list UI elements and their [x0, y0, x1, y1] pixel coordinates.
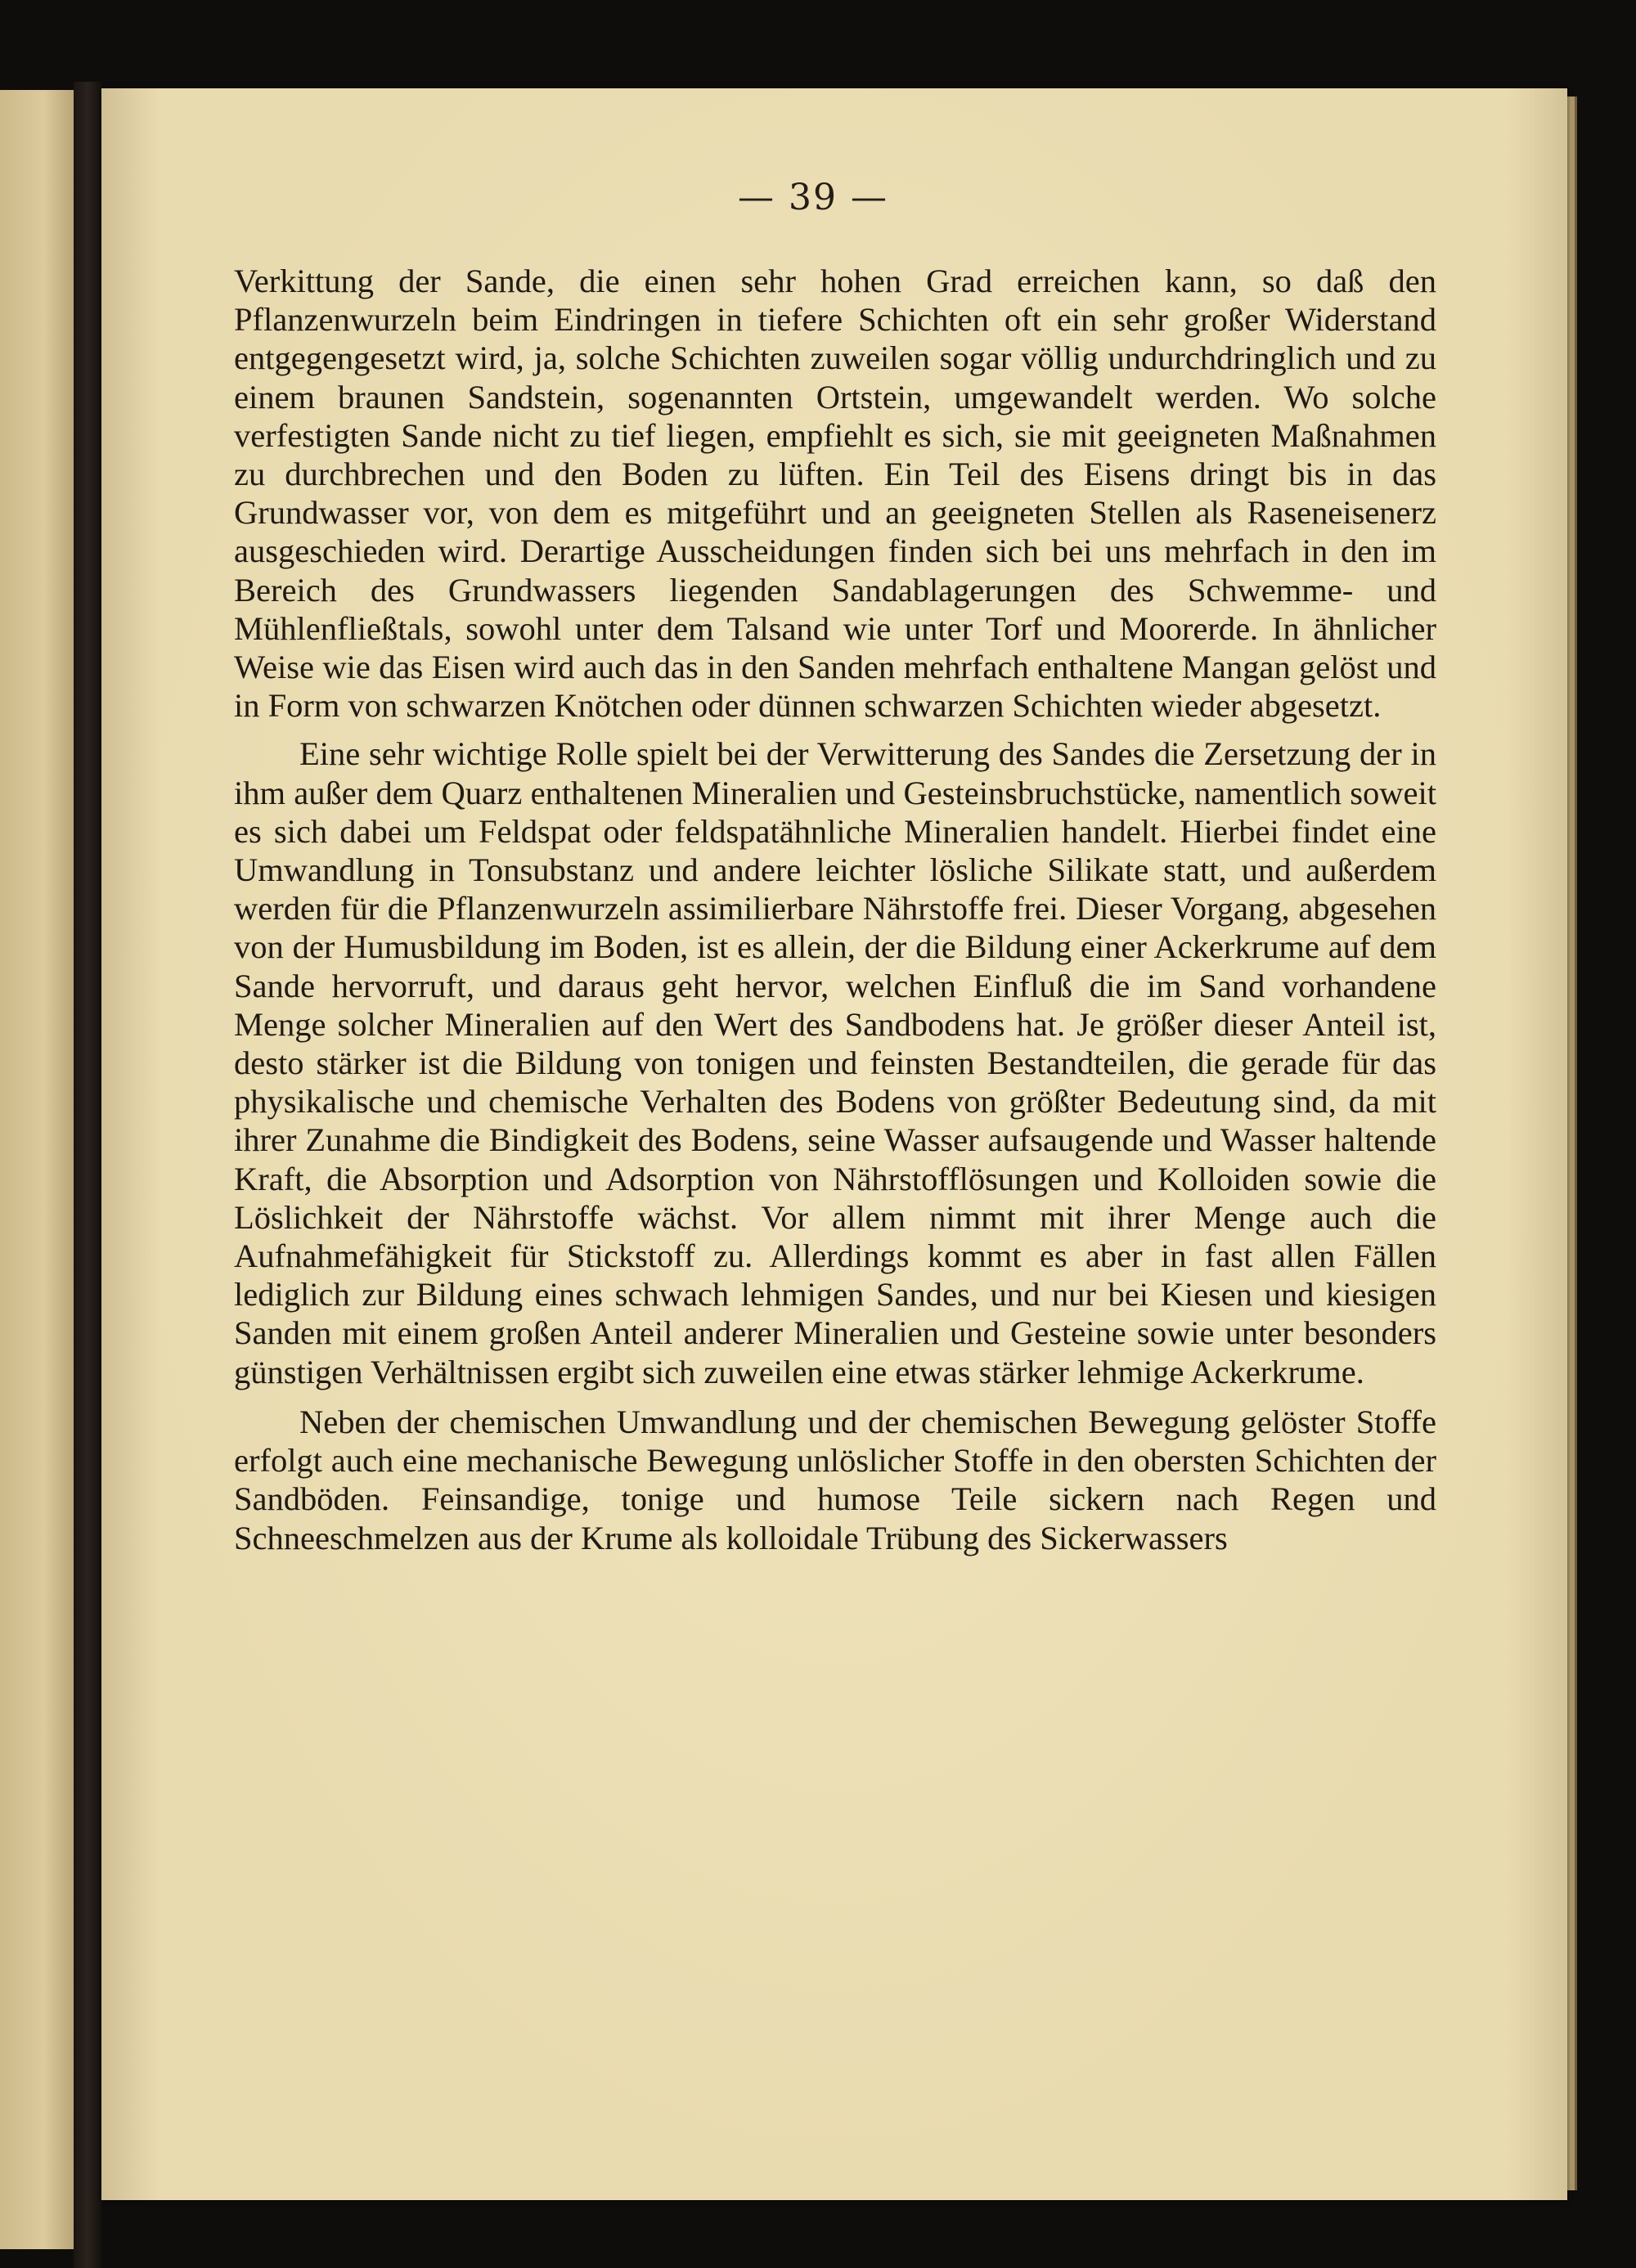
- page-number: — 39 —: [738, 177, 888, 218]
- book-gutter: [74, 82, 101, 2268]
- paragraph-1: Verkittung der Sande, die einen sehr hohen Grad erreichen kann, so daß den Pflanzenwurzeln beim Eindringen in tiefere Schichten oft ein sehr großer Widerstand entgegengesetzt wird, ja, solche Schichten zuweilen sogar völlig undurchdringlich und zu einem braunen Sandstein, sogenannten Ortstein, umgewandelt werden. Wo solche verfestigten Sande nicht zu tief liegen, empfiehlt es sich, sie mit geeigneten Maßnahmen zu durchbrechen und den Boden zu lüften. Ein Teil des Eisens dringt bis in das Grundwasser vor, von dem es mitgeführt und an geeigneten Stellen als Raseneisenerz ausgeschieden wird. Derartige Ausscheidungen finden sich bei uns mehrfach in den im Bereich des Grundwassers liegenden Sandablagerungen des Schwemme- und Mühlenfließtals, sowohl unter dem Talsand wie unter Torf und Moorerde. In ähnlicher Weise wie das Eisen wird auch das in den Sanden mehrfach enthaltene Mangan gelöst und in Form von schwarzen Knötchen oder dünnen schwarzen Schichten wieder abgesetzt.: [234, 263, 1436, 725]
- page-body: [234, 262, 1436, 1557]
- paragraph-3: Neben der chemischen Umwandlung und der chemischen Bewegung gelöster Stoffe erfolgt auch eine mechanische Bewegung unlöslicher Stoffe in den obersten Schichten der Sandböden. Feinsandige, tonige und humose Teile sickern nach Regen und Schneeschmelzen aus der Krume als kolloidale Trübung des Sickerwassers: [234, 1403, 1436, 1556]
- paragraph-2: Eine sehr wichtige Rolle spielt bei der Verwitterung des Sandes die Zersetzung der in ihm außer dem Quarz enthaltenen Mineralien und Gesteinsbruchstücke, namentlich soweit es sich dabei um Feldspat oder feldspatähnliche Mineralien handelt. Hierbei findet eine Umwandlung in Tonsubstanz und andere leichter lösliche Silikate statt, und außerdem werden für die Pflanzenwurzeln assimilierbare Nährstoffe frei. Dieser Vorgang, abgesehen von der Humusbildung im Boden, ist es allein, der die Bildung einer Ackerkrume auf dem Sande hervorruft, und daraus geht hervor, welchen Einfluß die im Sand vorhandene Menge solcher Mineralien auf den Wert des Sandbodens hat. Je größer dieser Anteil ist, desto stärker ist die Bildung von tonigen und feinsten Bestandteilen, die gerade für das physikalische und chemische Verhalten des Bodens von größter Bedeutung sind, da mit ihrer Zunahme die Bindigkeit des Bodens, seine Wasser aufsaugende und Wasser haltende Kraft, die Absorption und Adsorption von Nährstofflösungen und Kolloiden sowie die Löslichkeit der Nährstoffe wächst. Vor allem nimmt mit ihrer Menge auch die Aufnahmefähigkeit für Stickstoff zu. Allerdings kommt es aber in fast allen Fällen lediglich zur Bildung eines schwach lehmigen Sandes, und nur bei Kiesen und kiesigen Sanden mit einem großen Anteil anderer Mineralien und Gesteine sowie unter besonders günstigen Verhältnissen ergibt sich zuweilen eine etwas stärker lehmige Ackerkrume.: [234, 735, 1436, 1390]
- previous-page-edge: [0, 90, 74, 2249]
- book-page: [101, 88, 1567, 2200]
